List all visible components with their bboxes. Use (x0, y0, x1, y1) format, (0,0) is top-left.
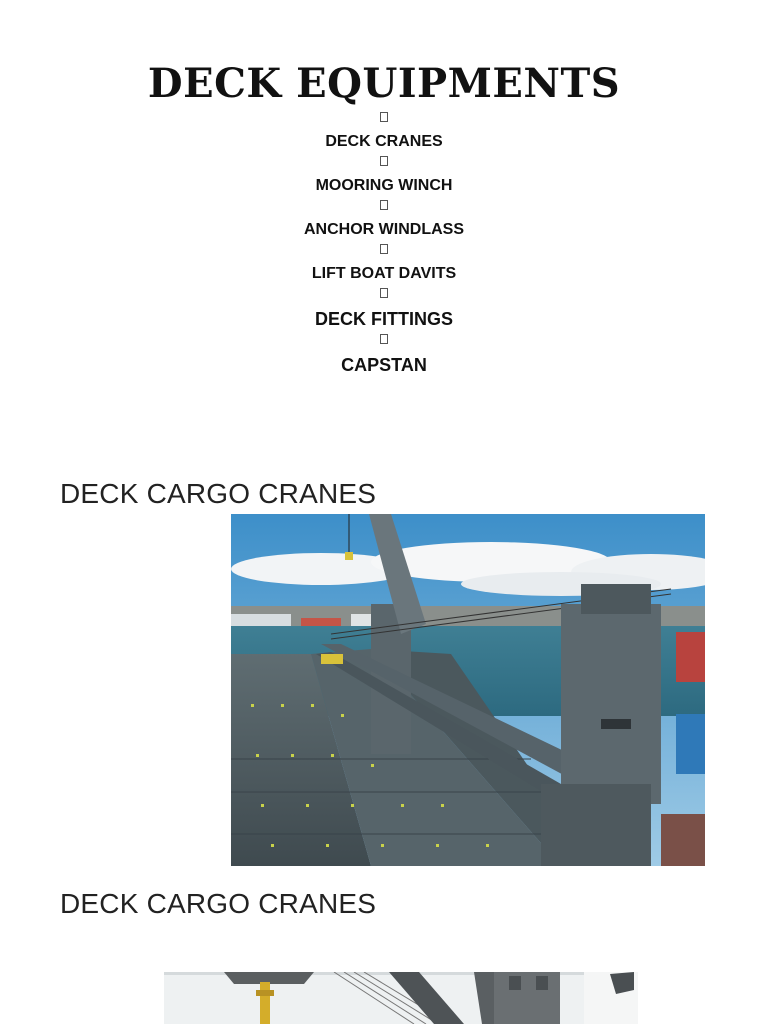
list-item-capstan: CAPSTAN (341, 355, 427, 375)
ship-deck-crane-illustration (231, 514, 705, 866)
list-item-deck-fittings: DECK FITTINGS (315, 309, 453, 329)
list-item-deck-cranes: DECK CRANES (325, 133, 443, 150)
list-item-anchor-windlass: ANCHOR WINDLASS (304, 221, 464, 238)
crane-rigging-photo (164, 972, 638, 1024)
section-heading-1: DECK CARGO CRANES (60, 478, 377, 509)
list-bullet (0, 154, 768, 174)
section-heading-2: DECK CARGO CRANES (60, 888, 377, 919)
list-bullet (0, 198, 768, 218)
bullet-icon (380, 112, 388, 122)
bullet-icon (380, 244, 388, 254)
bullet-icon (380, 288, 388, 298)
equipment-list (0, 110, 768, 378)
bullet-icon (380, 156, 388, 166)
list-bullet (0, 242, 768, 262)
list-item-mooring-winch: MOORING WINCH (315, 177, 453, 194)
list-bullet (0, 286, 768, 306)
bullet-icon (380, 334, 388, 344)
crane-rigging-illustration (164, 972, 638, 1024)
list-bullet (0, 110, 768, 130)
list-item-lift-boat-davits: LIFT BOAT DAVITS (311, 265, 457, 282)
bullet-icon (380, 200, 388, 210)
page-title: DECK EQUIPMENTS (147, 60, 621, 107)
list-bullet (0, 332, 768, 352)
ship-deck-crane-photo (231, 514, 705, 866)
